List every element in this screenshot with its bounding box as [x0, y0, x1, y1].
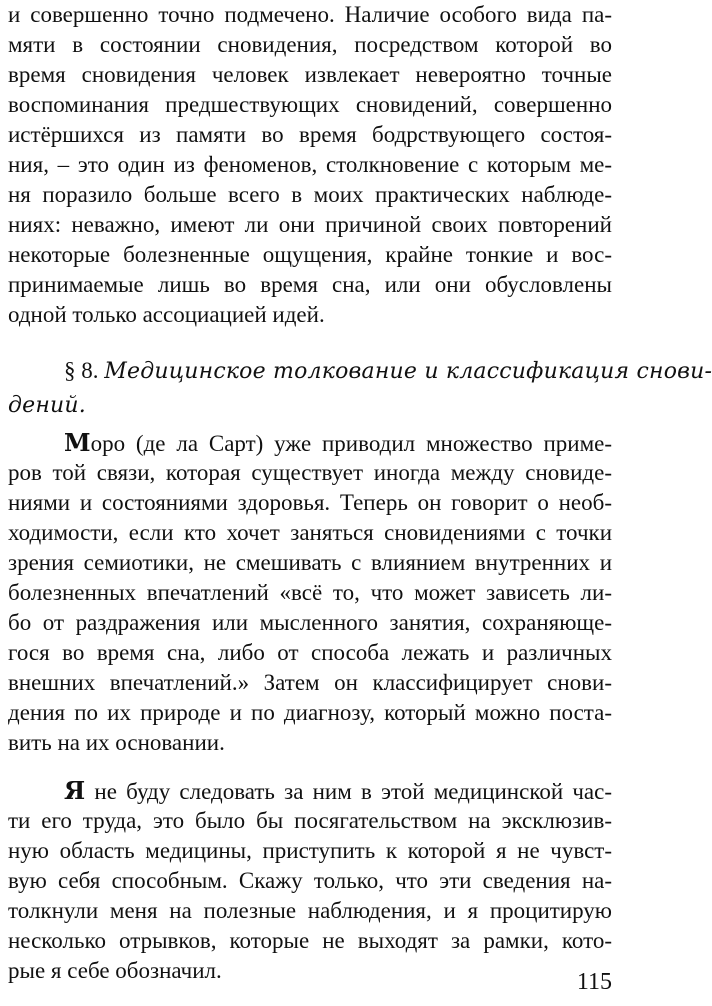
text-line: и совершенно точно подмечено. Наличие особого вида па-	[8, 2, 612, 27]
text-line: истёршихся из памяти во время бодрствующего состоя-	[8, 122, 612, 147]
section-number: § 8.	[64, 358, 99, 383]
text-line: мяти в состоянии сновидения, посредством которой во	[8, 32, 612, 57]
text-line: некоторые болезненные ощущения, крайне тонкие и вос-	[8, 242, 612, 267]
text-line: ров той связи, которая существует иногда между сновиде-	[8, 460, 612, 485]
text-line: вить на их основании.	[8, 730, 225, 755]
text-line: ния, – это один из феноменов, столкновение с которым ме-	[8, 152, 612, 177]
text-line: несколько отрывков, которые не выходят за рамки, кото-	[8, 928, 612, 953]
text-line: внешних впечатлений.» Затем он классифицирует снови-	[8, 670, 612, 695]
book-page	[8, 0, 712, 1006]
text-line	[64, 776, 612, 806]
section-heading-line-2	[8, 388, 86, 422]
section-heading-line-1	[64, 354, 712, 388]
text-line: ниях: неважно, имеют ли они причиной своих повторений	[8, 212, 612, 237]
section-title: Медицинское толкование и классификация снови-	[104, 359, 712, 384]
text-line: вую себя способным. Скажу только, что эти сведения на-	[8, 868, 612, 893]
text-line: одной только ассоциацией идей.	[8, 302, 325, 327]
text-line: принимаемые лишь во время сна, или они обусловлены	[8, 272, 612, 297]
text-line: болезненных впечатлений «всё то, что может зависеть ли-	[8, 580, 612, 605]
text-line: рые я себе обозначил.	[8, 958, 222, 983]
text-line: ную область медицины, приступить к которой я не чувст-	[8, 838, 612, 863]
text-line-rest: не буду следовать за ним в этой медицинской час-	[85, 779, 612, 804]
text-line: ня поразило больше всего в моих практических наблюде-	[8, 182, 612, 207]
text-line: воспоминания предшествующих сновидений, совершенно	[8, 92, 612, 117]
page-number: 115	[576, 969, 612, 995]
section-title-continued: дений.	[8, 393, 86, 418]
text-line-rest: оро (де ла Сарт) уже приводил множество приме-	[90, 431, 612, 456]
drop-cap: М	[64, 428, 91, 457]
text-line: ниями и состояниями здоровья. Теперь он говорит о необ-	[8, 490, 612, 515]
text-line: время сновидения человек извлекает невероятно точные	[8, 62, 612, 87]
text-line: толкнули меня на полезные наблюдения, и я процитирую	[8, 898, 612, 923]
text-line: бо от раздражения или мысленного занятия, сохраняюще-	[8, 610, 612, 635]
text-line: зрения семиотики, не смешивать с влиянием внутренних и	[8, 550, 612, 575]
text-line: ти его труда, это было бы посягательством на эксклюзив-	[8, 808, 612, 833]
text-line: гося во время сна, либо от способа лежать и различных	[8, 640, 612, 665]
text-line: дения по их природе и по диагнозу, который можно поста-	[8, 700, 612, 725]
text-line: ходимости, если кто хочет заняться сновидениями с точки	[8, 520, 612, 545]
text-line	[64, 428, 612, 458]
drop-cap: Я	[64, 776, 86, 805]
